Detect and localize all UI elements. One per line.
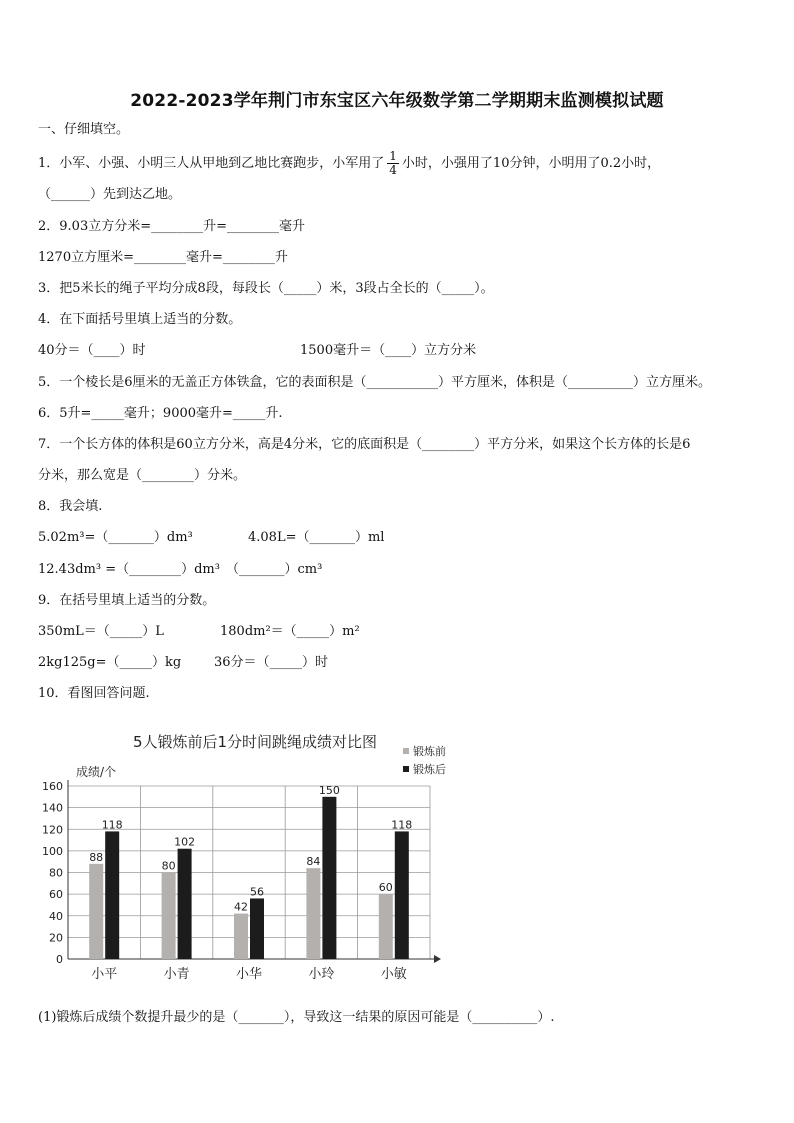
y-tick-label: 0 (56, 953, 63, 966)
y-tick-label: 160 (42, 780, 63, 793)
q1-text-a: 1．小军、小强、小明三人从甲地到乙地比赛跑步，小军用了 (38, 156, 385, 171)
x-tick-label: 小华 (235, 967, 263, 982)
question-2-line-2: 1270立方厘米=________毫升=________升 (38, 250, 288, 265)
bar-before (234, 914, 248, 959)
bar-after (178, 849, 192, 959)
question-9: 9．在括号里填上适当的分数。 (38, 593, 216, 608)
x-tick-label: 小敏 (380, 967, 407, 982)
question-6: 6．5升=_____毫升；9000毫升=_____升. (38, 406, 283, 421)
bar-value-label: 84 (306, 855, 321, 869)
question-8a: 5.02m³=（_______）dm³ (38, 530, 193, 545)
question-9c: 2kg125g=（_____）kg (38, 655, 182, 670)
y-axis-label: 成绩/个 (76, 765, 117, 779)
question-9d: 36分＝（_____）时 (214, 655, 329, 670)
question-7-line-1: 7．一个长方体的体积是60立方分米，高是4分米，它的底面积是（________）平方分米，如果这个长方体的长是6 (38, 437, 691, 452)
y-tick-label: 140 (42, 801, 63, 815)
y-tick-label: 40 (49, 909, 63, 923)
x-axis-arrow (434, 955, 441, 963)
fraction-denominator: 4 (389, 163, 397, 177)
bar-value-label: 88 (89, 850, 104, 864)
bar-chart (30, 725, 460, 987)
bar-after (105, 831, 119, 959)
bar-before (306, 868, 320, 959)
y-tick-label: 100 (42, 844, 63, 858)
question-8c: 12.43dm³ =（________）dm³ (38, 562, 220, 577)
question-4b: 1500毫升＝（____）立方分米 (300, 343, 477, 358)
bar-value-label: 150 (318, 783, 340, 797)
question-8: 8．我会填. (38, 499, 103, 514)
question-9a: 350mL＝（_____）L (38, 624, 164, 639)
question-1-line-1 (38, 150, 660, 177)
section-heading: 一、仔细填空。 (38, 122, 130, 137)
fraction-one-quarter (387, 150, 399, 177)
bar-after (395, 831, 409, 959)
question-3: 3．把5米长的绳子平均分成8段，每段长（_____）米，3段占全长的（_____）。 (38, 281, 494, 296)
bar-value-label: 102 (174, 835, 196, 849)
question-9b: 180dm²＝（_____）m² (220, 624, 360, 639)
x-tick-label: 小玲 (308, 967, 335, 982)
bar-before (89, 864, 103, 959)
bar-value-label: 80 (161, 859, 176, 873)
y-tick-label: 120 (42, 823, 63, 837)
y-tick-label: 80 (49, 866, 63, 880)
bar-before (379, 894, 393, 959)
bar-value-label: 42 (234, 900, 248, 914)
question-2-line-1: 2．9.03立方分米=________升=________毫升 (38, 219, 306, 234)
x-tick-label: 小平 (91, 967, 118, 982)
y-tick-label: 60 (49, 888, 63, 902)
question-10: 10．看图回答问题. (38, 686, 150, 701)
question-7-line-2: 分米，那么宽是（________）分米。 (38, 468, 247, 483)
bar-value-label: 118 (391, 818, 413, 832)
y-tick-label: 20 (49, 931, 63, 945)
bar-value-label: 56 (250, 885, 264, 899)
question-4: 4．在下面括号里填上适当的分数。 (38, 312, 242, 327)
q1-text-b: 小时，小强用了10分钟，小明用了0.2小时， (401, 156, 661, 171)
question-5: 5．一个棱长是6厘米的无盖正方体铁盒，它的表面积是（___________）平方厘米，体积是（__________）立方厘米。 (38, 375, 712, 390)
bar-value-label: 60 (378, 881, 393, 895)
question-4a: 40分＝（____）时 (38, 343, 146, 358)
bar-after (322, 797, 336, 959)
legend-swatch-after (403, 766, 409, 772)
question-8d: （_______）cm³ (226, 562, 323, 577)
question-1-line-2: （______）先到达乙地。 (38, 187, 182, 202)
legend-label: 锻炼后 (413, 763, 446, 776)
chart-title: 5人锻炼前后1分时间跳绳成绩对比图 (132, 733, 378, 751)
bar-before (162, 873, 176, 960)
legend-swatch-before (403, 748, 409, 754)
fraction-numerator: 1 (389, 149, 397, 163)
bar-after (250, 898, 264, 959)
x-tick-label: 小青 (163, 967, 190, 982)
page-title: 2022-2023学年荆门市东宝区六年级数学第二学期期末监测模拟试题 (130, 91, 664, 111)
bar-value-label: 118 (101, 818, 123, 832)
legend-label: 锻炼前 (413, 745, 446, 758)
question-10-1: (1)锻炼后成绩个数提升最少的是（_______），导致这一结果的原因可能是（__________）. (38, 1010, 555, 1025)
question-8b: 4.08L=（_______）ml (248, 530, 385, 545)
